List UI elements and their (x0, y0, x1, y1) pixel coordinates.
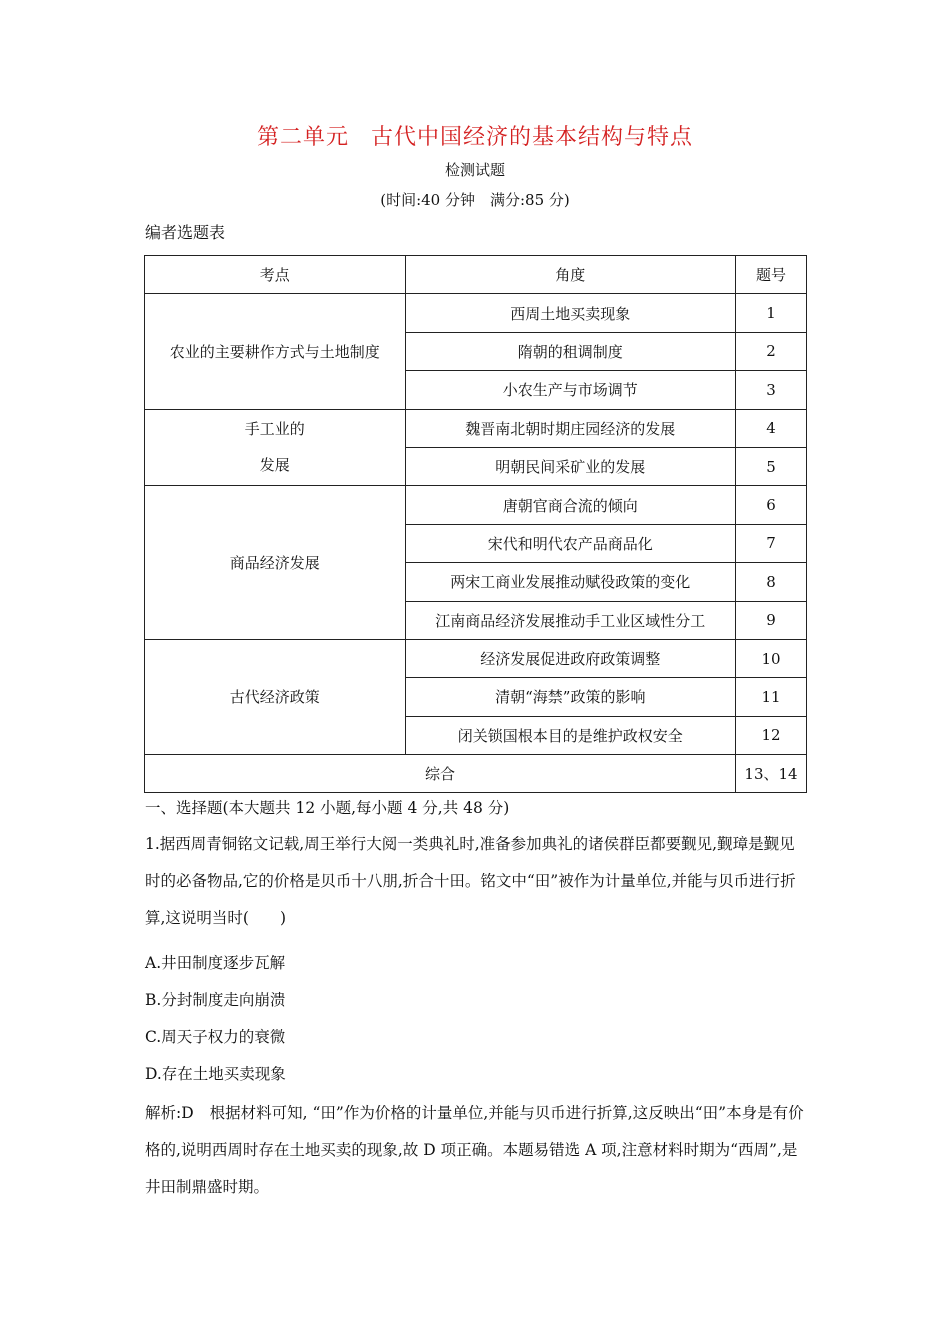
option-a: A.井田制度逐步瓦解 (145, 954, 286, 972)
summary-label: 综合 (145, 755, 736, 793)
angle-cell: 两宋工商业发展推动赋役政策的变化 (405, 563, 735, 601)
number-cell: 10 (736, 639, 807, 677)
number-cell: 2 (736, 332, 807, 370)
angle-cell: 隋朝的租调制度 (405, 332, 735, 370)
angle-cell: 西周土地买卖现象 (405, 294, 735, 332)
table-row (145, 486, 807, 524)
number-cell: 7 (736, 524, 807, 562)
number-cell: 11 (736, 678, 807, 716)
angle-cell: 经济发展促进政府政策调整 (405, 639, 735, 677)
analysis-text: 根据材料可知, “田”作为价格的计量单位,并能与贝币进行折算,这反映出“田”本身是有价格的,说明西周时存在土地买卖的现象,故 D 项正确。本题易错选 A 项,注意材料时期为“西周”,是井田制鼎盛时期。 (145, 1104, 804, 1196)
topic-line: 手工业的 (244, 420, 305, 439)
angle-cell: 宋代和明代农产品商品化 (405, 524, 735, 562)
topic-cell: 商品经济发展 (145, 486, 406, 640)
angle-cell: 清朝“海禁”政策的影响 (405, 678, 735, 716)
summary-row (145, 755, 807, 793)
table-header-row (145, 256, 807, 294)
number-cell: 8 (736, 563, 807, 601)
angle-cell: 唐朝官商合流的倾向 (405, 486, 735, 524)
option-b: B.分封制度走向崩溃 (145, 991, 286, 1009)
number-cell: 3 (736, 371, 807, 409)
angle-cell: 魏晋南北朝时期庄园经济的发展 (405, 409, 735, 447)
number-cell: 4 (736, 409, 807, 447)
subtitle: 检测试题 (444, 161, 505, 179)
table-row (145, 639, 807, 677)
angle-cell: 小农生产与市场调节 (405, 371, 735, 409)
topic-cell (145, 409, 406, 486)
number-cell: 12 (736, 716, 807, 754)
header-topic: 考点 (145, 256, 406, 294)
topic-cell: 古代经济政策 (145, 639, 406, 754)
angle-cell: 闭关锁国根本目的是维护政权安全 (405, 716, 735, 754)
time-info: (时间:40 分钟 满分:85 分) (380, 191, 570, 209)
analysis (145, 1095, 807, 1206)
section-heading: 一、选择题(本大题共 12 小题,每小题 4 分,共 48 分) (145, 799, 510, 817)
topic-line: 发展 (259, 456, 290, 475)
table-row (145, 409, 807, 447)
table-caption: 编者选题表 (145, 223, 226, 242)
page-title (0, 120, 950, 151)
option-c: C.周天子权力的衰微 (145, 1028, 286, 1046)
number-cell: 1 (736, 294, 807, 332)
number-cell: 9 (736, 601, 807, 639)
summary-number: 13、14 (736, 755, 807, 793)
header-angle: 角度 (405, 256, 735, 294)
number-cell: 6 (736, 486, 807, 524)
header-number: 题号 (736, 256, 807, 294)
selection-table (144, 255, 807, 793)
topic-cell: 农业的主要耕作方式与土地制度 (145, 294, 406, 409)
table-row (145, 294, 807, 332)
option-d: D.存在土地买卖现象 (145, 1065, 286, 1083)
angle-cell: 江南商品经济发展推动手工业区域性分工 (405, 601, 735, 639)
question-stem: 1.据西周青铜铭文记载,周王举行大阅一类典礼时,准备参加典礼的诸侯群臣都要觐见,觐璋是觐见时的必备物品,它的价格是贝币十八朋,折合十田。铭文中“田”被作为计量单位,并能与贝币进行折算,这说明当时( ) (145, 835, 796, 927)
angle-cell: 明朝民间采矿业的发展 (405, 447, 735, 485)
unit-label: 第二单元 (256, 125, 349, 150)
analysis-label: 解析:D (145, 1104, 194, 1122)
number-cell: 5 (736, 447, 807, 485)
unit-title: 古代中国经济的基本结构与特点 (371, 125, 694, 150)
